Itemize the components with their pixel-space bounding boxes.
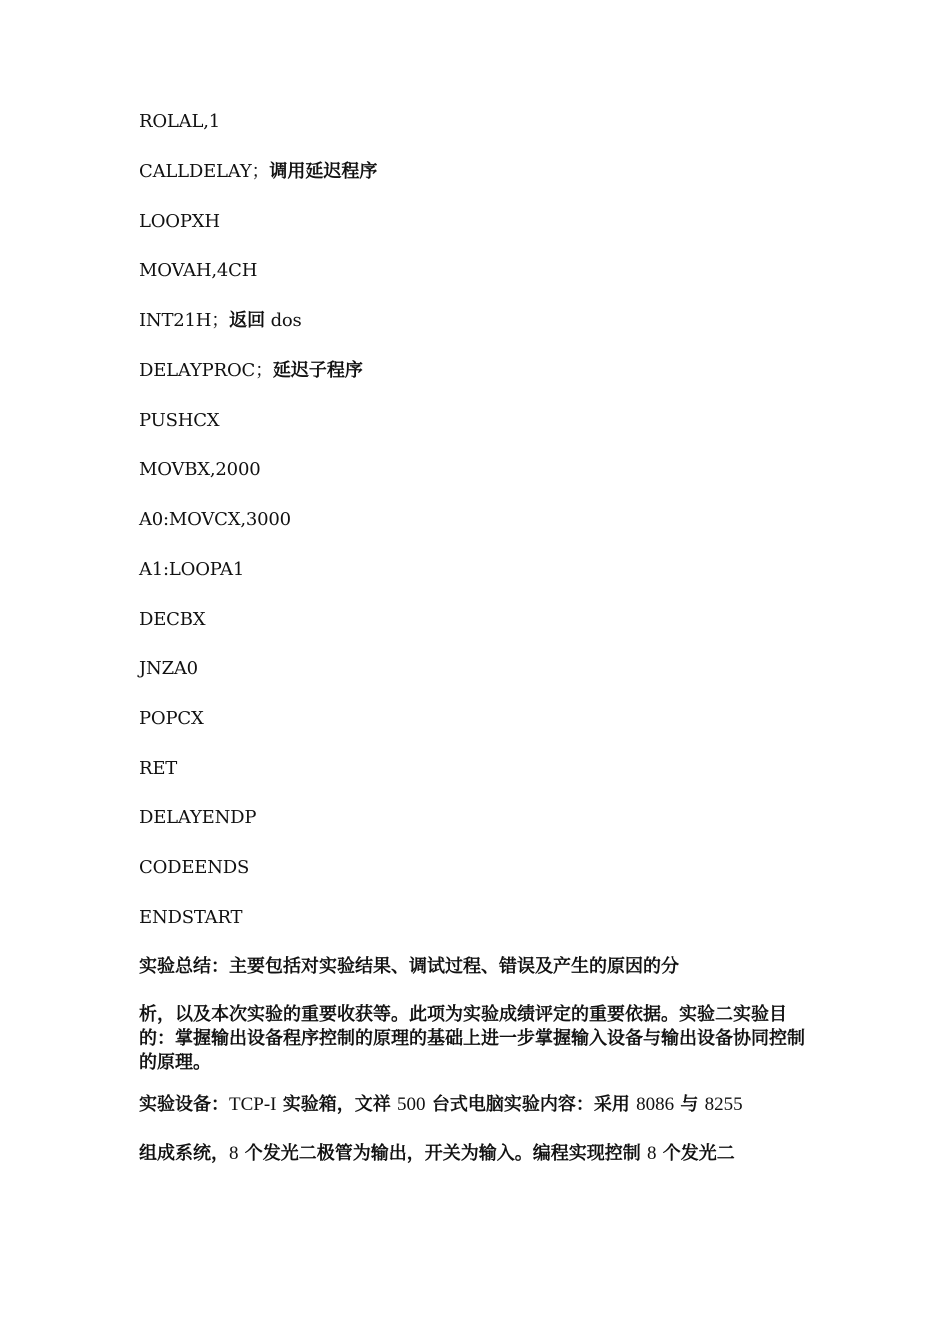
content-text: 台式电脑实验内容：采用 [425,1094,637,1115]
code-text: A0:MOVCX,3000 [139,509,291,530]
code-line [139,707,204,731]
led-count: 8 [229,1143,239,1164]
code-comment: 返回 [229,310,266,331]
code-line [139,608,205,632]
code-text: MOVAH,4CH [139,260,258,281]
code-text: DELAYENDP [139,807,257,828]
system-line [139,1142,819,1166]
system-text: 组成系统， [139,1143,229,1164]
code-text: A1:LOOPA1 [139,559,245,580]
code-line [139,110,220,134]
conjunction-text: 与 [674,1094,705,1115]
code-text: DECBX [139,609,206,630]
code-line [139,409,219,433]
equipment-number: 500 [397,1094,426,1115]
code-text: LOOPXH [139,211,220,232]
code-line [139,806,256,830]
code-text: PUSHCX [139,410,220,431]
code-comment: 调用延迟程序 [269,161,378,182]
code-line [139,160,377,184]
code-line [139,757,177,781]
equipment-line [139,1093,819,1117]
code-text: CALLDELAY； [139,161,270,182]
chip-model: 8255 [704,1094,743,1115]
code-line [139,856,249,880]
code-line [139,259,257,283]
code-line [139,508,291,532]
code-comment-latin: dos [265,310,302,331]
equipment-label: 实验设备： [139,1094,229,1115]
summary-text: 实验总结：主要包括对实验结果、调试过程、错误及产生的原因的分 [139,956,679,977]
equipment-model: TCP-I [229,1094,277,1115]
code-text: ROLAL,1 [139,111,220,132]
code-comment: 延迟子程序 [272,360,363,381]
code-text: POPCX [139,708,204,729]
code-text: JNZA0 [139,658,198,679]
led-count: 8 [647,1143,657,1164]
summary-heading-line [139,955,819,979]
system-description: 个发光二极管为输出，开关为输入。编程实现控制 [238,1143,648,1164]
code-text: DELAYPROC； [139,360,273,381]
code-line [139,558,244,582]
code-line [139,359,363,383]
code-text: ENDSTART [139,907,243,928]
code-line [139,458,260,482]
system-tail-text: 个发光二 [656,1143,735,1164]
code-text: MOVBX,2000 [139,459,261,480]
equipment-text: 实验箱，文祥 [276,1094,398,1115]
code-text: INT21H； [139,310,230,331]
cpu-model: 8086 [636,1094,675,1115]
summary-paragraph [139,1003,819,1075]
code-text: RET [139,758,178,779]
code-line [139,906,242,930]
summary-body-text: 析，以及本次实验的重要收获等。此项为实验成绩评定的重要依据。实验二实验目的：掌握输出设备程序控制的原理的基础上进一步掌握输入设备与输出设备协同控制的原理。 [139,1004,805,1073]
code-line [139,309,302,333]
code-line [139,657,198,681]
code-line [139,210,220,234]
code-text: CODEENDS [139,857,250,878]
